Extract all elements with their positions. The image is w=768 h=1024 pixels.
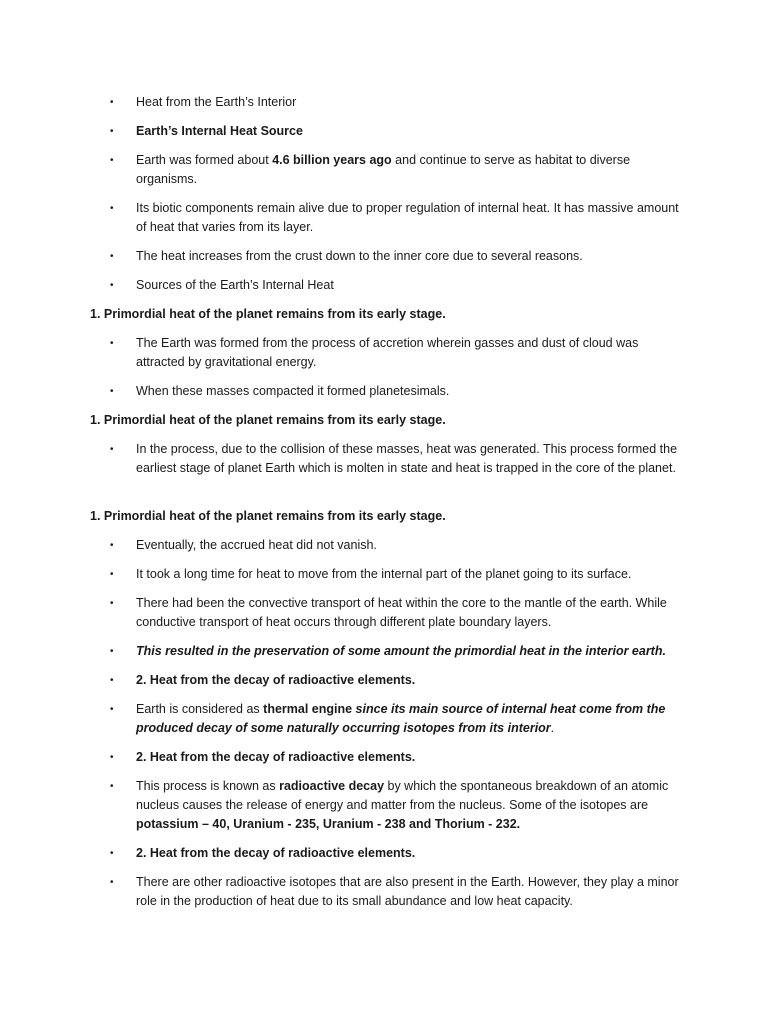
list-item [110,382,690,401]
text-run: . [550,721,555,735]
bullet-glyph: • [110,540,114,551]
bold-run: potassium – 40, Uranium - 235, Uranium - 238 and Thorium - 232. [136,817,521,831]
bullet-glyph: • [110,280,114,291]
list-item [110,247,690,266]
list-item [110,276,690,295]
section-heading: 1. Primordial heat of the planet remains from its early stage. [90,413,446,427]
bullet-glyph: • [110,646,114,657]
list-item-text: The heat increases from the crust down to the inner core due to several reasons. [136,249,583,263]
bullet-glyph: • [110,877,114,888]
bullet-glyph: • [110,126,114,137]
list-item [110,642,690,661]
list-item-text: Eventually, the accrued heat did not vanish. [136,538,377,552]
list-item-text: 2. Heat from the decay of radioactive elements. [136,673,416,687]
list-item-text: Its biotic components remain alive due to proper regulation of internal heat. It has massive amount of heat that varies from its layer. [136,201,679,234]
bullet-glyph: • [110,338,114,349]
list-item-text: 2. Heat from the decay of radioactive elements. [136,750,416,764]
bold-run: 4.6 billion years ago [272,153,392,167]
bullet-glyph: • [110,704,114,715]
text-run: Earth is considered as [136,702,264,716]
list-item-text [136,700,690,738]
bullet-glyph: • [110,203,114,214]
bullet-glyph: • [110,569,114,580]
bullet-glyph: • [110,155,114,166]
bullet-glyph: • [110,752,114,763]
list-item-text: When these masses compacted it formed planetesimals. [136,384,450,398]
bold-run: thermal engine [263,702,353,716]
bullet-glyph: • [110,251,114,262]
list-item [110,199,690,237]
list-item [110,748,690,767]
bold-run: radioactive decay [279,779,385,793]
list-item [110,334,690,372]
list-item [110,873,690,911]
text-run: This process is known as [136,779,280,793]
list-item [110,93,690,112]
bullet-glyph: • [110,386,114,397]
list-item [110,565,690,584]
list-item [110,594,690,632]
list-item [110,151,690,189]
section-heading: 1. Primordial heat of the planet remains from its early stage. [90,509,446,523]
list-item-text [136,151,690,189]
bullet-glyph: • [110,781,114,792]
list-item [110,777,690,834]
list-item [110,844,690,863]
bullet-glyph: • [110,598,114,609]
list-item-text: In the process, due to the collision of these masses, heat was generated. This process formed the earliest stage of planet Earth which is molten in state and heat is trapped in the core of the planet. [136,442,678,475]
section-heading: 1. Primordial heat of the planet remains from its early stage. [90,307,446,321]
bullet-glyph: • [110,848,114,859]
list-item [110,536,690,555]
list-item-text: 2. Heat from the decay of radioactive elements. [136,846,416,860]
list-item-text: There are other radioactive isotopes that are also present in the Earth. However, they play a minor role in the production of heat due to its small abundance and low heat capacity. [136,875,679,908]
list-item-text [136,777,690,834]
text-run: Earth was formed about [136,153,273,167]
bullet-glyph: • [110,444,114,455]
list-item [110,440,690,478]
list-item-text: Sources of the Earth’s Internal Heat [136,278,334,292]
bold-italic-run: since its main source of internal heat come from the produced decay of some naturally occurring isotopes from its interior [136,702,666,735]
list-item-text: This resulted in the preservation of some amount the primordial heat in the interior earth. [136,644,666,658]
text-run: and continue to serve as habitat to diverse organisms. [136,153,631,186]
list-item [110,700,690,738]
list-item-text: Heat from the Earth’s Interior [136,95,297,109]
list-item-text: It took a long time for heat to move from the internal part of the planet going to its surface. [136,567,632,581]
list-item [110,122,690,141]
text-run: by which the spontaneous breakdown of an atomic nucleus causes the release of energy and matter from the nucleus. Some of the isotopes are [136,779,669,812]
bullet-glyph: • [110,675,114,686]
bullet-glyph: • [110,97,114,108]
list-item [110,671,690,690]
list-item-text: Earth’s Internal Heat Source [136,124,303,138]
list-item-text: There had been the convective transport of heat within the core to the mantle of the earth. While conductive transport of heat occurs through different plate boundary layers. [136,596,667,629]
list-item-text: The Earth was formed from the process of accretion wherein gasses and dust of cloud was attracted by gravitational energy. [136,336,639,369]
